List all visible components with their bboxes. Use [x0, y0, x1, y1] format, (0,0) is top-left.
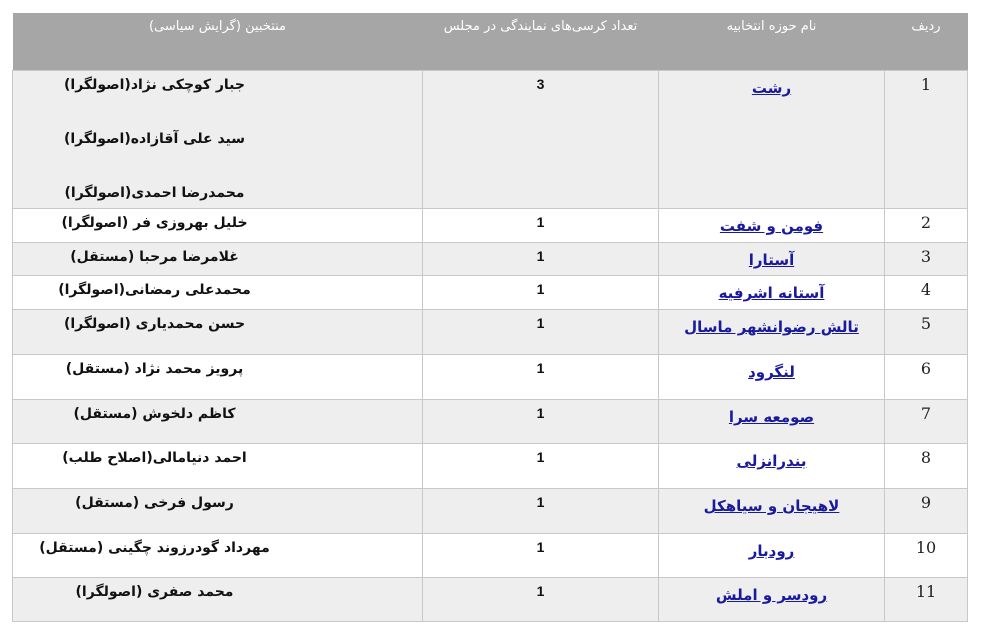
district-link[interactable]: فومن و شفت — [719, 217, 824, 235]
row-index: 9 — [885, 489, 968, 534]
district-link[interactable]: آستارا — [748, 251, 795, 269]
district-cell — [659, 310, 885, 355]
elected-cell — [13, 534, 423, 578]
table-row — [13, 310, 968, 355]
elected-member: محمدعلی رمضانی(اصولگرا) — [58, 282, 251, 298]
district-cell — [659, 489, 885, 534]
district-link[interactable]: لاهیجان و سیاهکل — [703, 497, 840, 515]
elected-member: مهرداد گودرزوند چگینی (مستقل) — [39, 540, 270, 556]
elected-member: جبار کوچکی نژاد(اصولگرا) — [64, 77, 245, 93]
seats-count: 1 — [423, 534, 659, 578]
elected-member: محمدرضا احمدی(اصولگرا) — [64, 185, 245, 201]
district-link[interactable]: تالش رضوانشهر ماسال — [684, 318, 859, 336]
table-row — [13, 400, 968, 444]
district-cell — [659, 243, 885, 276]
district-link[interactable]: آستانه اشرفیه — [718, 284, 825, 302]
elected-cell — [13, 310, 423, 355]
district-link[interactable]: بندرانزلی — [736, 452, 807, 470]
district-link[interactable]: صومعه سرا — [728, 408, 815, 426]
elected-cell — [13, 444, 423, 489]
table-body — [13, 71, 968, 622]
header-district: نام حوزه انتخابیه — [659, 13, 885, 71]
district-cell — [659, 534, 885, 578]
elected-cell — [13, 71, 423, 209]
row-index: 2 — [885, 209, 968, 243]
district-cell — [659, 578, 885, 622]
elected-member: پرویز محمد نژاد (مستقل) — [65, 361, 244, 377]
row-index: 8 — [885, 444, 968, 489]
row-index: 7 — [885, 400, 968, 444]
elected-member: حسن محمدیاری (اصولگرا) — [63, 316, 246, 332]
table-row — [13, 71, 968, 209]
elected-member: محمد صفری (اصولگرا) — [75, 584, 234, 600]
elected-member: احمد دنیامالی(اصلاح طلب) — [62, 450, 247, 466]
header-elected: منتخبین (گرایش سیاسی) — [13, 13, 423, 71]
district-cell — [659, 355, 885, 400]
elected-member: کاظم دلخوش (مستقل) — [73, 406, 236, 422]
row-index: 6 — [885, 355, 968, 400]
table-row — [13, 489, 968, 534]
elected-cell — [13, 243, 423, 276]
seats-count: 1 — [423, 578, 659, 622]
table-row — [13, 243, 968, 276]
table-row — [13, 209, 968, 243]
district-link[interactable]: لنگرود — [748, 363, 795, 381]
header-row — [13, 13, 968, 71]
district-cell — [659, 276, 885, 310]
row-index: 5 — [885, 310, 968, 355]
district-cell — [659, 209, 885, 243]
district-link[interactable]: رشت — [751, 79, 792, 97]
election-results-table — [12, 13, 968, 622]
seats-count: 1 — [423, 243, 659, 276]
row-index: 4 — [885, 276, 968, 310]
elected-cell — [13, 578, 423, 622]
table-header — [13, 13, 968, 71]
table-row — [13, 534, 968, 578]
row-index: 1 — [885, 71, 968, 209]
seats-count: 1 — [423, 489, 659, 534]
elected-cell — [13, 276, 423, 310]
seats-count: 1 — [423, 209, 659, 243]
row-index: 11 — [885, 578, 968, 622]
elected-cell — [13, 355, 423, 400]
elected-member: خلیل بهروزی فر (اصولگرا) — [61, 215, 248, 231]
row-index: 10 — [885, 534, 968, 578]
header-seats: تعداد کرسی‌های نمایندگی در مجلس — [423, 13, 659, 71]
district-cell — [659, 444, 885, 489]
table-row — [13, 355, 968, 400]
seats-count: 1 — [423, 276, 659, 310]
table-row — [13, 578, 968, 622]
district-cell — [659, 400, 885, 444]
table-row — [13, 444, 968, 489]
elected-member: غلامرضا مرحبا (مستقل) — [70, 249, 239, 265]
table-row — [13, 276, 968, 310]
row-index: 3 — [885, 243, 968, 276]
header-index: ردیف — [885, 13, 968, 71]
elected-cell — [13, 400, 423, 444]
seats-count: 1 — [423, 355, 659, 400]
seats-count: 3 — [423, 71, 659, 209]
district-link[interactable]: رودسر و املش — [715, 586, 828, 604]
elected-member: سید علی آقازاده(اصولگرا) — [63, 131, 246, 147]
elected-cell — [13, 209, 423, 243]
election-results-table-container — [12, 13, 967, 622]
seats-count: 1 — [423, 310, 659, 355]
elected-cell — [13, 489, 423, 534]
seats-count: 1 — [423, 400, 659, 444]
district-cell — [659, 71, 885, 209]
elected-member: رسول فرخی (مستقل) — [75, 495, 234, 511]
seats-count: 1 — [423, 444, 659, 489]
district-link[interactable]: رودبار — [748, 542, 795, 560]
